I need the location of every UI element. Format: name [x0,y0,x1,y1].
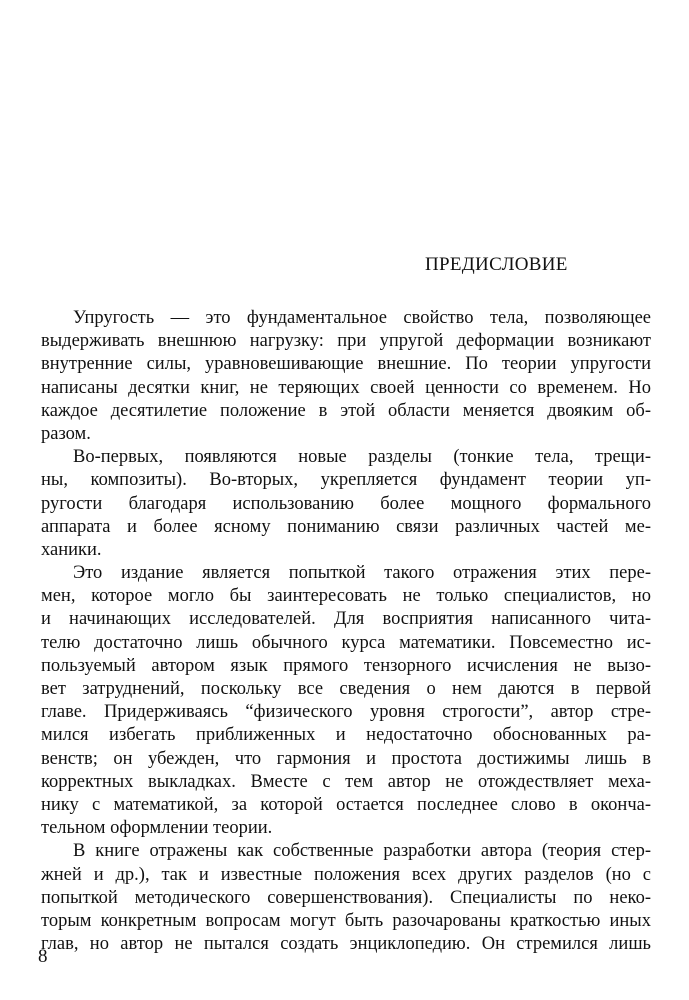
preface-body [41,307,651,956]
text-line: телю достаточно лишь обычного курса математики. Повсеместно ис- [41,632,651,653]
text-line: ругости благодаря использованию более мощного формального [41,493,651,514]
text-line: торым конкретным вопросам могут быть разочарованы краткостью иных [41,910,651,931]
text-line: вет затруднений, поскольку все сведения о нем даются в первой [41,679,651,699]
text-line: корректных выкладках. Вместе с тем автор не отождествляет меха- [41,771,651,792]
text-line: внутренние силы, уравновешивающие внешние. По теории упругости [41,354,651,375]
text-line: ны, композиты). Во-вторых, укрепляется фундамент теории уп- [41,470,651,491]
text-line: пользуемый автором язык прямого тензорного исчисления не вызо- [41,655,651,676]
text-line: венств; он убежден, что гармония и простота достижимы лишь в [41,748,651,769]
text-line: нику с математикой, за которой остается последнее слово в оконча- [41,794,651,815]
text-line: попыткой методического совершенствования). Специалисты по неко- [41,887,651,908]
text-line: Упругость — это фундаментальное свойство тела, позволяющее [73,308,651,328]
page-number: 8 [38,946,48,967]
text-line: аппарата и более ясному пониманию связи различных частей ме- [41,516,651,537]
text-line: написаны десятки книг, не теряющих своей ценности со временем. Но [41,377,651,398]
text-line: тельном оформлении теории. [41,818,273,839]
text-line: и начинающих исследователей. Для восприятия написанного чита- [41,609,651,630]
text-line: мен, которое могло бы заинтересовать не только специалистов, но [41,586,651,607]
text-line: глав, но автор не пытался создать энциклопедию. Он стремился лишь [41,934,651,955]
text-line: Это издание является попыткой такого отражения этих пере- [73,563,651,584]
text-line: выдерживать внешнюю нагрузку: при упругой деформации возникают [41,331,651,352]
text-line: главе. Придерживаясь “физического уровня строгости”, автор стре- [41,702,651,723]
text-line: жней и др.), так и известные положения всех других разделов (но с [41,864,651,885]
text-line: В книге отражены как собственные разработки автора (теория стер- [73,841,651,862]
text-line: разом. [41,423,91,444]
text-line: ханики. [41,539,102,560]
text-line: каждое десятилетие положение в этой области меняется двояким об- [41,400,651,421]
page-heading: ПРЕДИСЛОВИЕ [425,254,568,275]
text-line: Во-первых, появляются новые разделы (тонкие тела, трещи- [73,447,651,468]
text-line: мился избегать приближенных и недостаточно обоснованных ра- [41,725,651,746]
